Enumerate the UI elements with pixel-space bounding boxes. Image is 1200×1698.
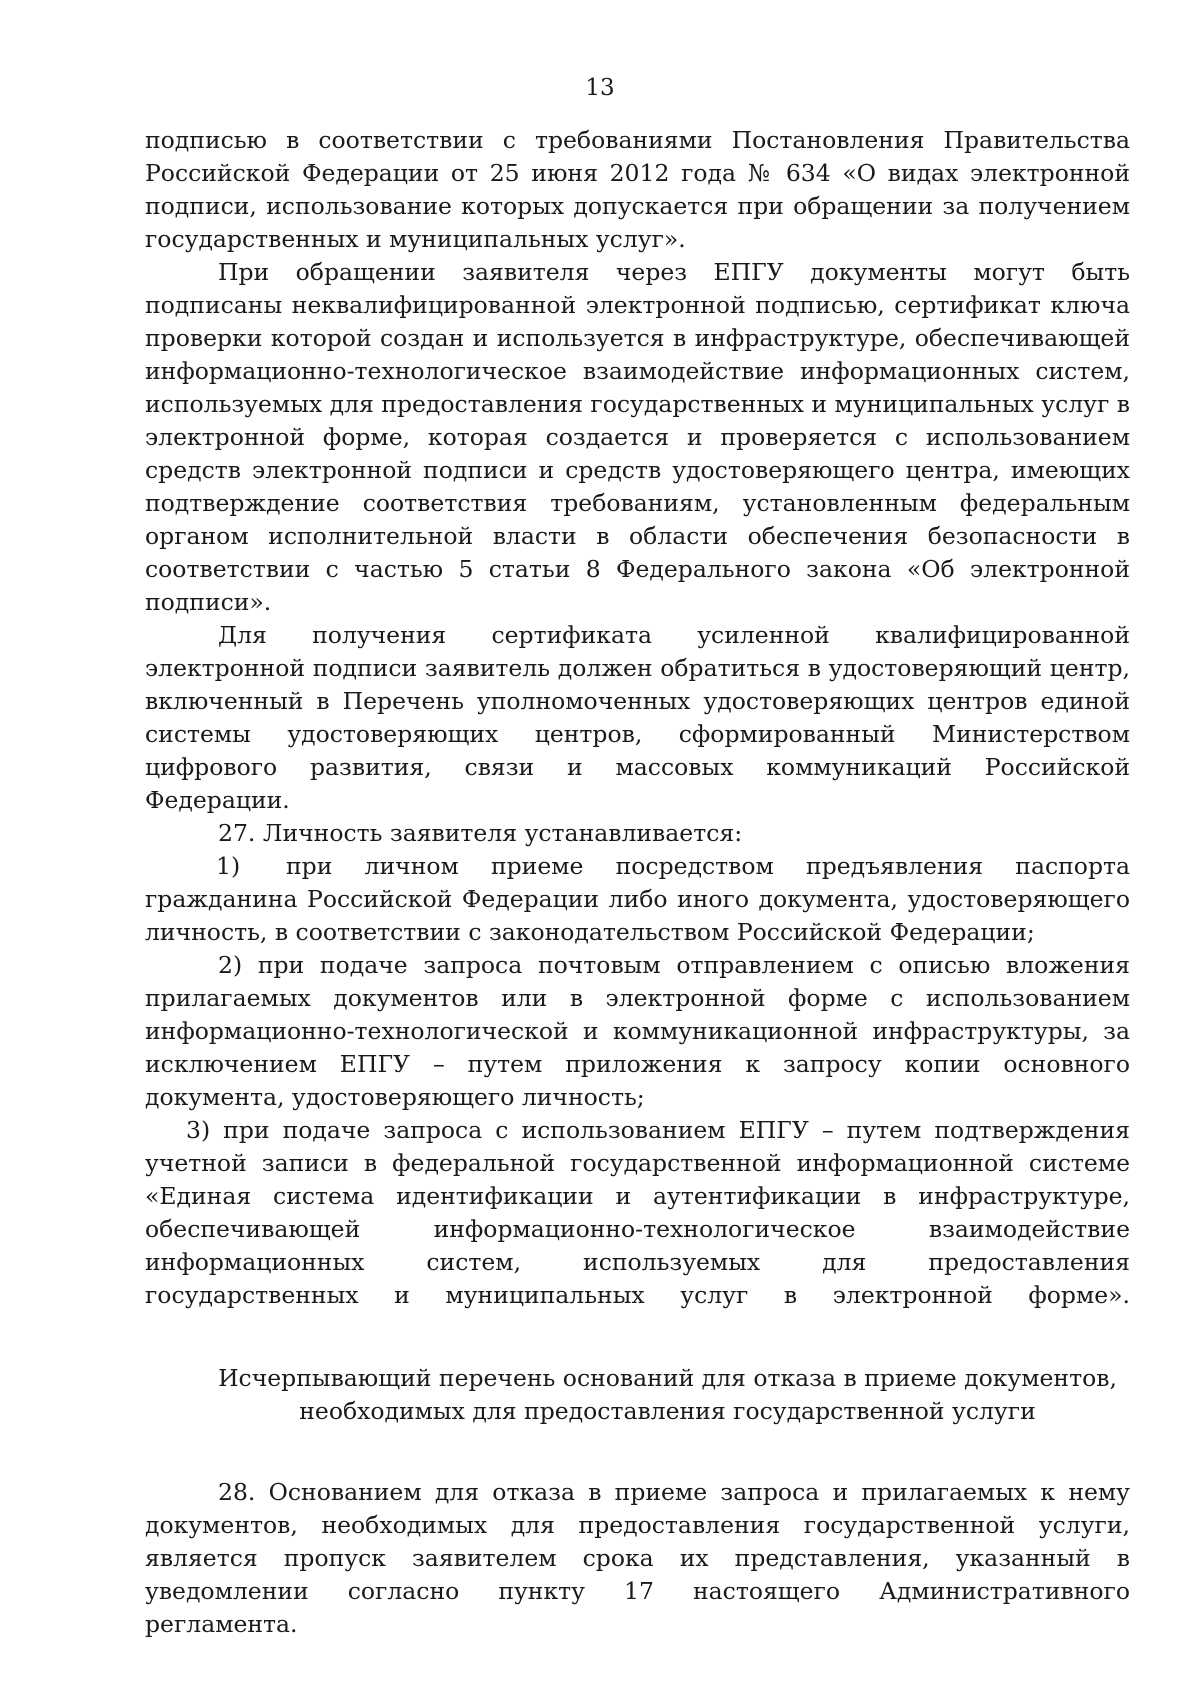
list-item-1-number: 1) [216,852,241,880]
paragraph-28: 28. Основанием для отказа в приеме запроса и прилагаемых к нему документов, необходимых для предоставления государственной услуги, является пропуск заявителем срока их представления, указанный в уведомлении согласно пункту 17 настоящего Административного регламента. [145,1478,1130,1638]
document-body [145,124,1130,1641]
section-title-line-2: необходимых для предоставления государственной услуги [299,1397,1036,1425]
section-title [145,1362,1130,1428]
paragraph-epgu-signature: При обращении заявителя через ЕПГУ документы могут быть подписаны неквалифицированной электронной подписью, сертификат ключа проверки которой создан и используется в инфраструктуре, обеспечивающей информационно-технологическое взаимодействие информационных систем, используемых для предоставления государственных и муниципальных услуг в электронной форме, которая создается и проверяется с использованием средств электронной подписи и средств удостоверяющего центра, имеющих подтверждение соответствия требованиям, установленным федеральным органом исполнительной власти в области обеспечения безопасности в соответствии с частью 5 статьи 8 Федерального закона «Об электронной подписи». [145,258,1131,616]
page-number: 13 [585,75,615,101]
list-item-3: 3) при подаче запроса с использованием ЕПГУ – путем подтверждения учетной записи в федеральной государственной информационной системе «Единая система идентификации и аутентификации в инфраструктуре, обеспечивающей информационно-технологическое взаимодействие информационных систем, используемых для предоставления государственных и муниципальных услуг в электронной форме». [145,1116,1130,1309]
paragraph-intro: подписью в соответствии с требованиями Постановления Правительства Российской Федерации от 25 июня 2012 года № 634 «О видах электронной подписи, использование которых допускается при обращении за получением государственных и муниципальных услуг». [145,126,1130,253]
section-title-line-1: Исчерпывающий перечень оснований для отказа в приеме документов, [218,1364,1117,1392]
paragraph-27-heading: 27. Личность заявителя устанавливается: [218,819,743,847]
list-item-1 [145,850,1130,949]
list-item-1-text: при личном приеме посредством предъявления паспорта гражданина Российской Федерации либо иного документа, удостоверяющего личность, в соответствии с законодательством Российской Федерации; [145,852,1130,946]
paragraph-certificate: Для получения сертификата усиленной квалифицированной электронной подписи заявитель должен обратиться в удостоверяющий центр, включенный в Перечень уполномоченных удостоверяющих центров единой системы удостоверяющих центров, сформированный Министерством цифрового развития, связи и массовых коммуникаций Российской Федерации. [145,621,1130,814]
list-item-2: 2) при подаче запроса почтовым отправлением с описью вложения прилагаемых документов или в электронной форме с использованием информационно-технологической и коммуникационной инфраструктуры, за исключением ЕПГУ – путем приложения к запросу копии основного документа, удостоверяющего личность; [145,951,1130,1111]
